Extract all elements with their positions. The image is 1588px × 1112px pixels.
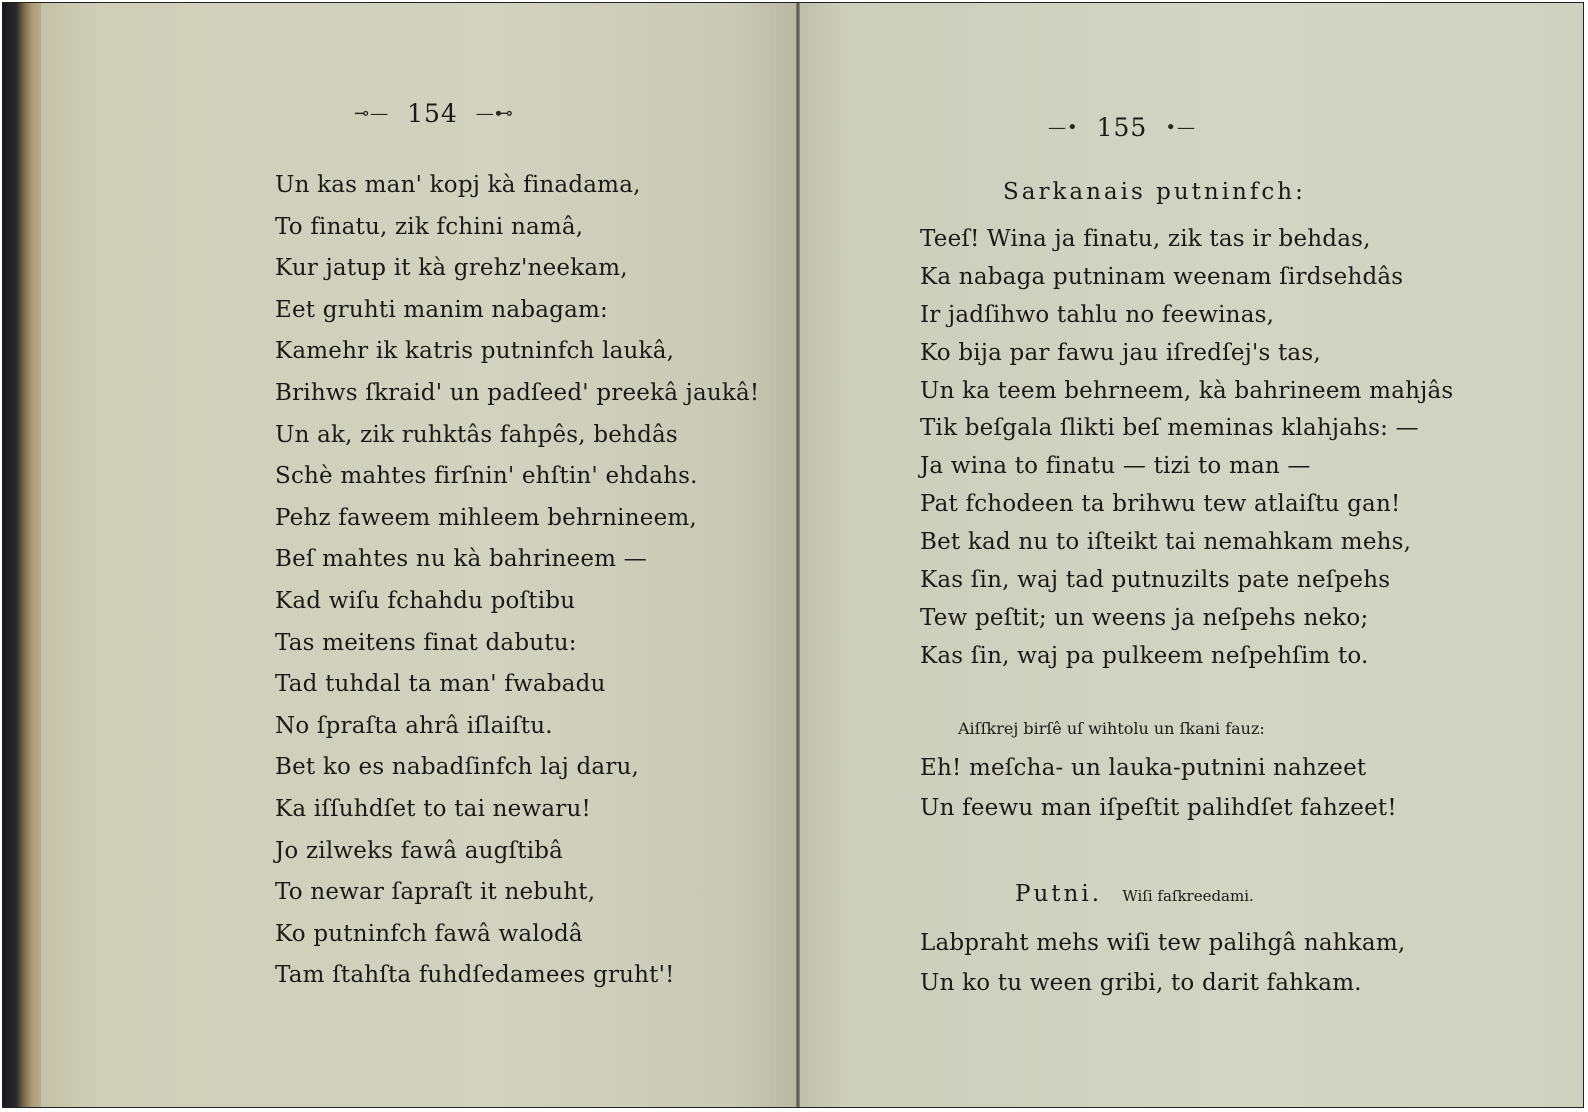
verse-line: Tad tuhdal ta man' fwabadu (275, 671, 606, 698)
verse-line: Ka iſſuhdſet to tai newaru! (275, 795, 591, 822)
verse-line: Ir jadſihwo tahlu no feewinas, (920, 301, 1275, 328)
verse-line: Un ko tu ween gribi, to darit fahkam. (920, 970, 1362, 996)
verse-line: Bet ko es nabadſinfch laj daru, (275, 754, 640, 781)
verse-line: No ſpraſta ahrâ iſlaiſtu. (275, 712, 553, 739)
verse-line: Tik beſgala ſlikti beſ meminas klahjahs: — (920, 415, 1419, 442)
verse-line: Brihws ſkraid' un padſeed' preekâ jaukâ! (275, 379, 760, 406)
verse-line: Bet kad nu to iſteikt tai nemahkam mehs, (920, 529, 1412, 556)
verse-line: Un ak, zik ruhktâs fahpês, behdâs (275, 421, 678, 448)
verse-line: Un feewu man iſpeſtit palihdſet fahzeet! (920, 795, 1397, 821)
verse-line: Kas ſin, waj tad putnuzilts pate neſpehs (920, 567, 1391, 594)
call-lines (920, 748, 1397, 828)
right-ornament-left: —• (1048, 117, 1079, 138)
verse-line: Kas ſin, waj pa pulkeem neſpehſim to. (920, 642, 1369, 669)
verse-line: Tam ſtahſta fuhdſedamees gruht'! (275, 962, 675, 989)
verse-line: Ka nabaga putninam weenam ſirdsehdâs (920, 263, 1404, 290)
left-ornament-left: ⊸— (354, 103, 390, 124)
left-ornament-right: —⊷ (475, 103, 514, 124)
book-spine-edge (3, 3, 41, 1107)
verse-line: Tas meitens finat dabutu: (275, 629, 577, 656)
speaker-name: Putni. (1015, 881, 1103, 907)
right-verse-lines (920, 221, 1453, 676)
verse-line: Kur jatup it kà grehz'neekam, (275, 255, 628, 282)
verse-line: Tew peſtit; un weens ja neſpehs neko; (920, 604, 1369, 631)
verse-line: Eh! meſcha- un lauka-putnini nahzeet (920, 755, 1367, 781)
verse-line: Pehz faweem mihleem behrnineem, (275, 504, 697, 531)
verse-line: Ja wina to finatu — tizi to man — (920, 453, 1311, 480)
verse-line: Un kas man' kopj kà finadama, (275, 172, 641, 198)
verse-line: To finatu, zik fchini namâ, (275, 213, 584, 240)
verse-line: Jo zilweks fawâ augſtibâ (275, 837, 564, 864)
left-page-header (354, 99, 514, 128)
closing-lines (920, 923, 1405, 1003)
verse-line: Labpraht mehs wiſi tew palihgâ nahkam, (920, 930, 1406, 956)
speaker-heading (1015, 881, 1254, 907)
verse-line: Kamehr ik katris putninfch laukâ, (275, 338, 675, 365)
verse-line: Eet gruhti manim nabagam: (275, 296, 608, 323)
right-page (800, 3, 1584, 1107)
verse-line: Pat fchodeen ta brihwu tew atlaiſtu gan! (920, 491, 1401, 518)
verse-line: Teeſ! Wina ja finatu, zik tas ir behdas, (920, 226, 1371, 252)
verse-line: Un ka teem behrneem, kà bahrineem mahjâs (920, 377, 1454, 404)
left-verse-lines (275, 165, 759, 997)
verse-line: Schè mahtes firſnin' ehſtin' ehdahs. (275, 463, 698, 490)
verse-line: To newar ſapraſt it nebuht, (275, 879, 596, 906)
left-page (41, 3, 797, 1107)
right-page-header (1048, 113, 1196, 142)
section-title: Sarkanais putninfch: (1003, 179, 1306, 205)
speaker-note: Wiſi faſkreedami. (1122, 887, 1254, 905)
scanned-book-spread (2, 2, 1584, 1108)
right-ornament-right: •— (1165, 117, 1196, 138)
stage-direction: Aiſſkrej birſê uſ wihtolu un ſkani fauz: (958, 719, 1265, 738)
verse-line: Kad wiſu fchahdu poſtibu (275, 587, 576, 614)
verse-line: Ko bija par fawu jau iſredſej's tas, (920, 339, 1321, 366)
verse-line: Beſ mahtes nu kà bahrineem — (275, 546, 647, 573)
right-page-number: 155 (1096, 113, 1148, 142)
verse-line: Ko putninfch fawâ walodâ (275, 920, 583, 947)
left-page-number: 154 (407, 99, 458, 128)
